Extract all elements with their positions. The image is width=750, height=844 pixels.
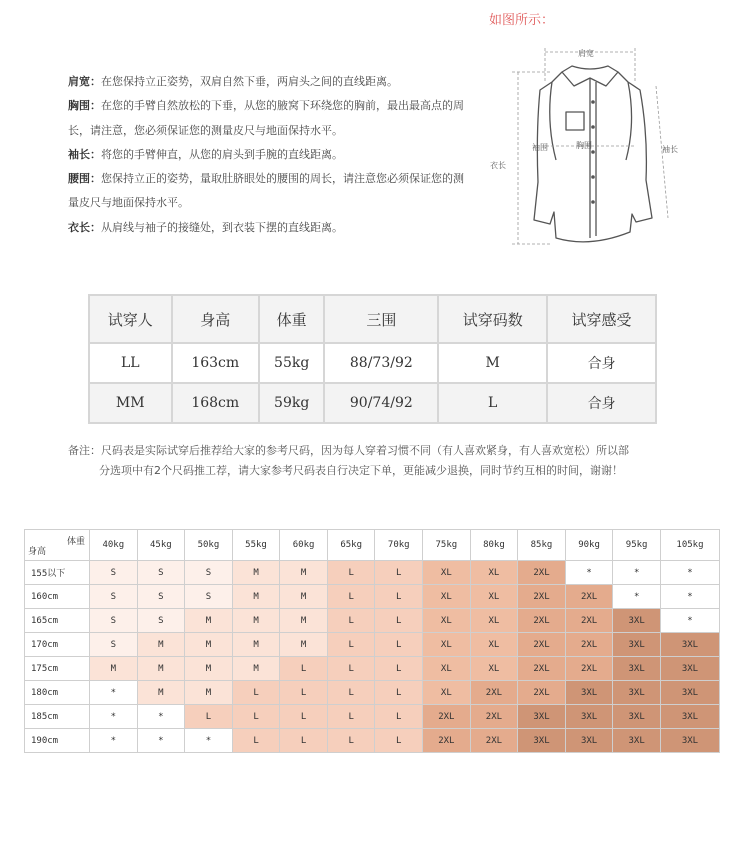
tryon-cell: 55kg [259,343,324,383]
height-label: 185cm [25,705,90,729]
size-cell: 3XL [518,729,566,753]
tryon-row [89,383,656,423]
tryon-cell: 合身 [547,343,656,383]
note-line-1: 备注：尺码表是实际试穿后推荐给大家的参考尺码，因为每人穿着习惯不同（有人喜欢紧身，有人喜欢宽松）所以部 [68,444,629,457]
size-cell: S [90,633,138,657]
size-cell: L [327,585,375,609]
measure-term: 衣长： [68,220,101,234]
size-cell: M [232,633,280,657]
corner-weight-label: 体重 [66,537,85,547]
size-cell: L [327,729,375,753]
measure-text: 在您的手臂自然放松的下垂，从您的腋窝下环绕您的胸前，最出最高点的周长，请注意，您必须保证您的测量皮尺与地面保持水平。 [68,99,464,137]
size-cell: 2XL [565,657,613,681]
weight-header: 40kg [90,530,138,561]
size-cell: * [565,561,613,585]
size-chart [24,529,720,753]
size-cell: M [185,681,233,705]
size-cell: L [280,681,328,705]
size-cell: L [232,705,280,729]
tryon-header: 三围 [324,295,438,343]
label-length: 衣长 [490,161,506,170]
size-cell: XL [470,561,518,585]
size-cell: M [232,585,280,609]
height-label: 170cm [25,633,90,657]
size-cell: L [327,609,375,633]
size-chart-row [25,633,720,657]
weight-header: 70kg [375,530,423,561]
size-cell: XL [470,633,518,657]
weight-header: 105kg [660,530,719,561]
measure-term: 腰围： [68,172,101,186]
weight-header: 80kg [470,530,518,561]
measure-item [68,143,468,167]
weight-header: 55kg [232,530,280,561]
size-cell: L [375,729,423,753]
tryon-cell: 90/74/92 [324,383,438,423]
size-cell: 3XL [613,729,661,753]
tryon-header: 试穿人 [89,295,172,343]
size-cell: 2XL [565,633,613,657]
measure-guide [68,70,468,240]
size-chart-corner [25,530,90,561]
size-cell: XL [470,609,518,633]
tryon-cell: 合身 [547,383,656,423]
size-cell: 3XL [518,705,566,729]
size-cell: * [185,729,233,753]
tryon-header: 试穿感受 [547,295,656,343]
tryon-row [89,343,656,383]
size-cell: M [280,633,328,657]
size-cell: L [185,705,233,729]
size-cell: 3XL [660,681,719,705]
size-cell: M [185,609,233,633]
size-cell: * [90,705,138,729]
label-waist: 袖围 [532,143,548,152]
size-cell: 3XL [565,681,613,705]
tryon-cell: 88/73/92 [324,343,438,383]
size-cell: 2XL [518,609,566,633]
size-chart-row [25,609,720,633]
tryon-table [88,294,657,424]
label-sleeve: 袖长 [662,145,678,154]
measure-text: 从肩线与袖子的接缝处，到衣装下摆的直线距离。 [101,220,343,234]
size-cell: XL [423,561,471,585]
size-cell: 3XL [660,633,719,657]
height-label: 155以下 [25,561,90,585]
height-label: 160cm [25,585,90,609]
size-chart-row [25,681,720,705]
size-cell: L [232,681,280,705]
size-cell: L [375,705,423,729]
weight-header: 45kg [137,530,185,561]
size-cell: L [280,657,328,681]
size-cell: M [280,561,328,585]
size-cell: 2XL [470,729,518,753]
tryon-header: 试穿码数 [438,295,547,343]
measure-item [68,167,468,216]
weight-header: 85kg [518,530,566,561]
size-cell: XL [423,657,471,681]
size-cell: L [280,729,328,753]
size-cell: * [660,609,719,633]
measure-text: 在您保持立正姿势，双肩自然下垂，两肩头之间的直线距离。 [101,75,398,88]
size-cell: 2XL [518,681,566,705]
size-cell: XL [423,633,471,657]
size-cell: * [90,729,138,753]
size-cell: XL [470,585,518,609]
measure-term: 袖长： [68,147,101,161]
tryon-cell: 59kg [259,383,324,423]
tryon-header: 体重 [259,295,324,343]
size-cell: S [90,609,138,633]
size-cell: 2XL [518,633,566,657]
measure-term: 胸围： [68,99,101,113]
size-cell: 2XL [565,585,613,609]
size-cell: M [90,657,138,681]
weight-header: 50kg [185,530,233,561]
size-cell: 2XL [565,609,613,633]
size-cell: 3XL [613,657,661,681]
weight-header: 60kg [280,530,328,561]
size-cell: L [375,561,423,585]
size-cell: S [185,561,233,585]
size-cell: S [90,585,138,609]
size-cell: 3XL [565,705,613,729]
weight-header: 95kg [613,530,661,561]
size-cell: * [660,585,719,609]
size-cell: M [232,657,280,681]
hint-text: 如图所示： [489,13,555,28]
size-chart-row [25,729,720,753]
size-cell: L [327,681,375,705]
size-cell: 3XL [565,729,613,753]
height-label: 165cm [25,609,90,633]
size-cell: S [185,585,233,609]
shirt-diagram [490,42,690,252]
tryon-header: 身高 [172,295,259,343]
size-cell: M [280,585,328,609]
size-cell: M [185,633,233,657]
size-cell: 3XL [613,609,661,633]
size-cell: 3XL [613,681,661,705]
tryon-cell: 163cm [172,343,259,383]
size-cell: 2XL [423,705,471,729]
size-cell: M [185,657,233,681]
size-cell: 3XL [660,657,719,681]
size-cell: 3XL [613,705,661,729]
size-cell: XL [470,657,518,681]
size-cell: L [375,633,423,657]
note-line-2: 分选项中有2个尺码推工荐，请大家参考尺码表自行决定下单，更能减少退换，同时节约互相的时间，谢谢！ [99,464,623,477]
measure-text: 您保持立正的姿势，量取肚脐眼处的腰围的周长，请注意您必须保证您的测量皮尺与地面保持水平。 [68,172,464,210]
size-cell: L [375,681,423,705]
size-chart-row [25,585,720,609]
size-cell: M [137,681,185,705]
weight-header: 75kg [423,530,471,561]
height-label: 180cm [25,681,90,705]
measure-item [68,94,468,143]
size-cell: * [137,729,185,753]
size-cell: S [137,609,185,633]
size-cell: L [375,585,423,609]
size-cell: L [375,657,423,681]
size-cell: * [660,561,719,585]
size-chart-header-row [25,530,720,561]
corner-height-label: 身高 [28,547,47,557]
size-cell: 2XL [423,729,471,753]
size-chart-row [25,705,720,729]
note [68,441,708,481]
size-cell: 3XL [660,729,719,753]
size-cell: XL [423,609,471,633]
size-cell: 3XL [660,705,719,729]
size-cell: 2XL [518,561,566,585]
size-cell: L [327,561,375,585]
size-cell: 3XL [613,633,661,657]
size-cell: M [232,609,280,633]
size-cell: M [232,561,280,585]
size-cell: * [90,681,138,705]
size-cell: * [613,561,661,585]
tryon-cell: MM [89,383,172,423]
measure-text: 将您的手臂伸直，从您的肩头到手腕的直线距离。 [101,147,343,161]
size-cell: S [137,585,185,609]
label-shoulder: 肩宽 [578,49,594,58]
size-cell: M [280,609,328,633]
tryon-cell: M [438,343,547,383]
size-cell: XL [423,681,471,705]
size-cell: 2XL [470,705,518,729]
weight-header: 90kg [565,530,613,561]
size-cell: L [327,633,375,657]
height-label: 175cm [25,657,90,681]
size-cell: 2XL [470,681,518,705]
measure-item [68,70,468,94]
tryon-cell: LL [89,343,172,383]
size-cell: L [375,609,423,633]
size-cell: L [327,705,375,729]
height-label: 190cm [25,729,90,753]
tryon-cell: 168cm [172,383,259,423]
size-cell: M [137,633,185,657]
size-cell: S [90,561,138,585]
measure-item [68,216,468,240]
size-cell: L [232,729,280,753]
size-cell: M [137,657,185,681]
label-bust: 胸围 [576,141,592,150]
size-cell: XL [423,585,471,609]
size-cell: L [327,657,375,681]
measure-term: 肩宽： [68,75,101,88]
size-cell: 2XL [518,657,566,681]
size-cell: L [280,705,328,729]
weight-header: 65kg [327,530,375,561]
size-chart-row [25,561,720,585]
size-cell: * [137,705,185,729]
size-cell: 2XL [518,585,566,609]
size-cell: * [613,585,661,609]
size-cell: S [137,561,185,585]
size-chart-row [25,657,720,681]
tryon-cell: L [438,383,547,423]
